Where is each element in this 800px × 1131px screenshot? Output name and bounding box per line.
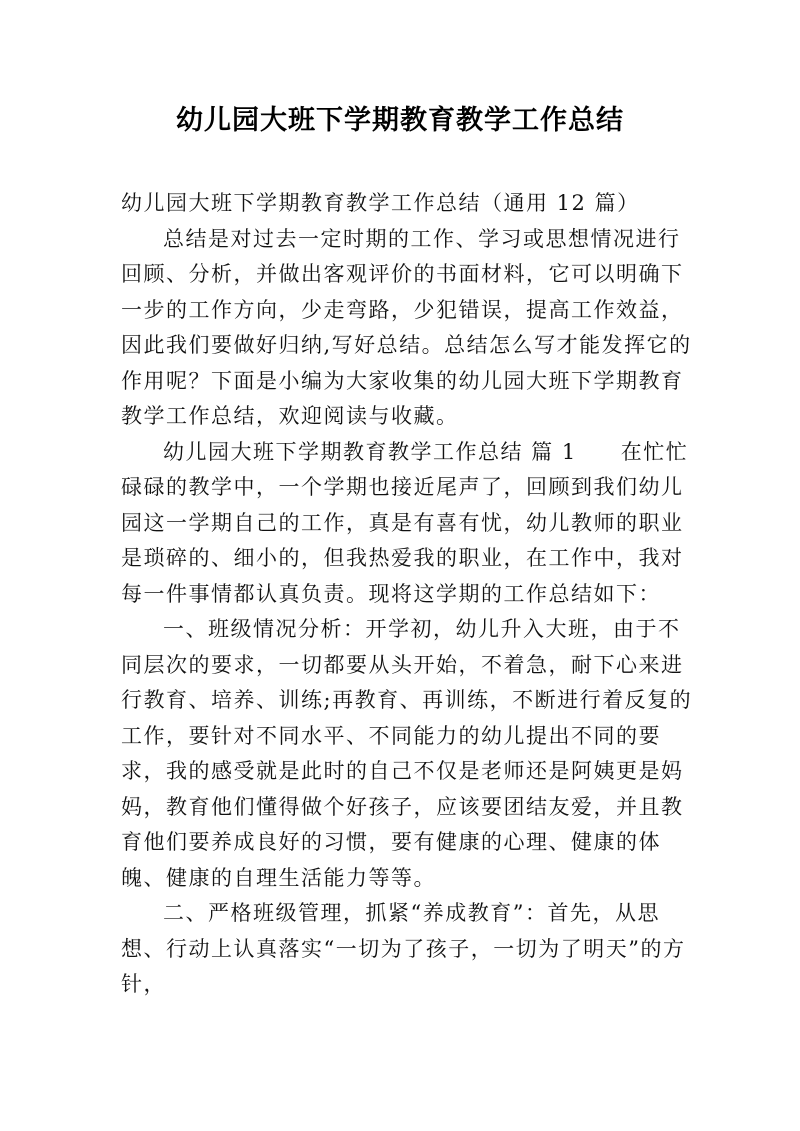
article-opening: 在忙忙碌碌的教学中，一个学期也接近尾声了，回顾到我们幼儿园这一学期自己的工作，真是有喜有忧，幼儿教师的职业是琐碎的、细小的，但我热爱我的职业，在工作中，我对每一件事情都认真负责。现将这学期的工作总结如下：: [121, 439, 689, 606]
document-subtitle: 幼儿园大班下学期教育教学工作总结（通用 12 篇）: [121, 191, 640, 215]
article-paragraph: [121, 435, 701, 613]
section-2-paragraph: 二、严格班级管理，抓紧“养成教育”：首先，从思想、行动上认真落实“一切为了孩子，一切为了明天”的方针，: [121, 901, 686, 996]
intro-paragraph: 总结是对过去一定时期的工作、学习或思想情况进行回顾、分析，并做出客观评价的书面材料，它可以明确下一步的工作方向，少走弯路，少犯错误，提高工作效益，因此我们要做好归纳,写好总结。总结怎么写才能发挥它的作用呢？下面是小编为大家收集的幼儿园大班下学期教育教学工作总结，欢迎阅读与收藏。: [121, 226, 692, 428]
article-heading: 幼儿园大班下学期教育教学工作总结 篇 1: [163, 439, 577, 464]
section-1-paragraph: 一、班级情况分析：开学初，幼儿升入大班，由于不同层次的要求，一切都要从头开始，不着急，耐下心来进行教育、培养、训练;再教育、再训练，不断进行着反复的工作，要针对不同水平、不同能力的幼儿提出不同的要求，我的感受就是此时的自己不仅是老师还是阿姨更是妈妈，教育他们懂得做个好孩子，应该要团结友爱，并且教育他们要养成良好的习惯，要有健康的心理、健康的体魄、健康的自理生活能力等等。: [121, 617, 693, 890]
document-body: [121, 186, 701, 1003]
document-title: 幼儿园大班下学期教育教学工作总结: [176, 105, 624, 136]
